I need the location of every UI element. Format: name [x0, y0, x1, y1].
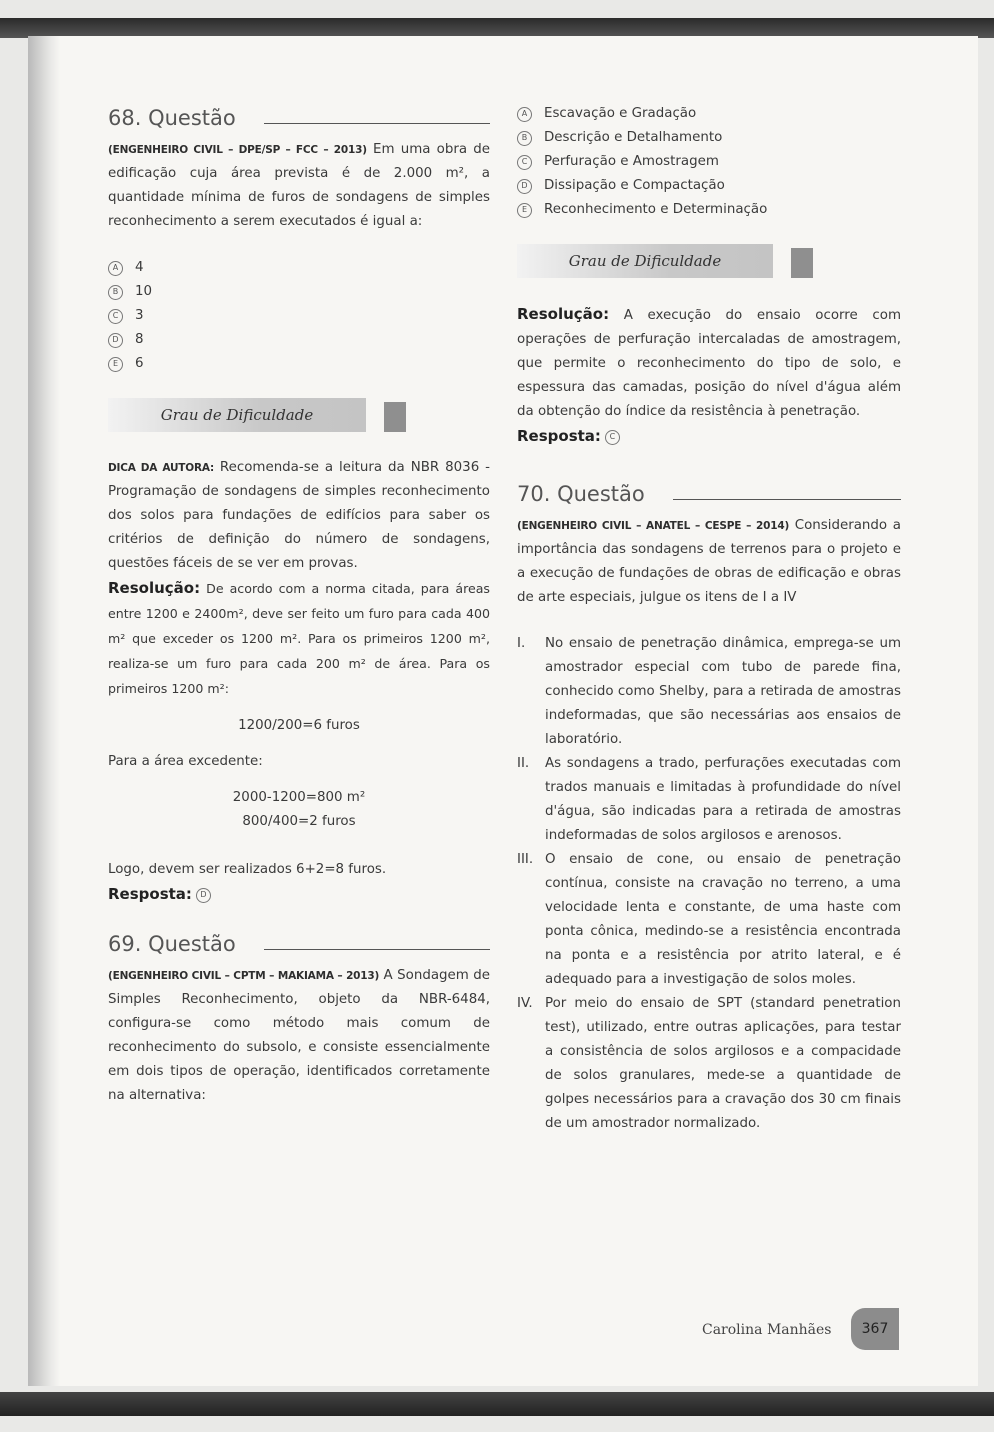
conclusion: Logo, devem ser realizados 6+2=8 furos.: [108, 862, 387, 877]
item-text: Por meio do ensaio de SPT (standard penetration test), utilizado, entre outras aplicações, para testar a consistência de solos argilosos e a compacidade de solos granulares, mede-se a quantidade de golpes necessários para a cravação dos 30 cm finais de um amostrador normalizado.: [545, 996, 901, 1131]
q69-option-d: [517, 174, 901, 198]
q70-stem: Considerando a importância das sondagens de terrenos para o projeto e a execução de fundações de obras de edificação e obras de arte especiais, julgue os itens de I a IV: [517, 518, 901, 605]
answer-d-icon: D: [196, 888, 211, 903]
answer-label: Resposta:: [517, 427, 601, 445]
q68-option-a: [108, 256, 490, 280]
q70-rule: [673, 499, 901, 500]
q69-option-a: [517, 102, 901, 126]
q70-number: 70. Questão: [517, 482, 645, 506]
scan-bottom-edge: [0, 1392, 994, 1416]
option-a-icon: A: [517, 107, 532, 122]
q68-number: 68. Questão: [108, 106, 236, 130]
option-e-icon: E: [108, 357, 123, 372]
item-number: III.: [517, 852, 534, 867]
item-number: II.: [517, 756, 530, 771]
q68-stem: Em uma obra de edificação cuja área prevista é de 2.000 m², a quantidade mínima de furos de sondagens de simples reconhecimento a serem executados é igual a:: [108, 142, 490, 229]
q69-number: 69. Questão: [108, 932, 236, 956]
q69-source: (ENGENHEIRO CIVIL – CPTM – MAKIAMA – 2013): [108, 970, 380, 982]
q70-item-4: [517, 992, 901, 1136]
q70-item-2: [517, 752, 901, 848]
option-c-icon: C: [108, 309, 123, 324]
item-text: O ensaio de cone, ou ensaio de penetração contínua, consiste na cravação no terreno, a uma velocidade lenta e constante, de uma haste com ponta cônica, medindo-se a resistência encontrada na ponta e a resistência por atrito lateral, e é adequado para a investigação de solos moles.: [545, 852, 901, 987]
difficulty-bar: Grau de Dificuldade: [108, 398, 366, 432]
scan-top-edge: [0, 18, 994, 38]
q68-difficulty: [108, 398, 490, 432]
q70-items: [517, 632, 901, 1136]
page-number: 367: [851, 1308, 899, 1350]
q68-option-e: [108, 352, 490, 376]
q69-rule: [264, 949, 490, 950]
resolution-text: A execução do ensaio ocorre com operações de perfuração intercaladas de amostragem, que permite o reconhecimento do tipo de solo, e espessura das camadas, posição do nível d'água além da obtenção do índice da resistência à penetração.: [517, 308, 901, 419]
resolution-label: Resolução:: [517, 305, 610, 323]
option-d-icon: D: [517, 179, 532, 194]
difficulty-marker: [384, 402, 406, 432]
calc-2: 2000-1200=800 m²: [232, 790, 366, 805]
q68-option-e-text: 6: [135, 356, 144, 371]
book-spine-shadow: [28, 36, 60, 1386]
item-text: No ensaio de penetração dinâmica, emprega-se um amostrador especial com tubo de parede fina, conhecido como Shelby, para a retirada de amostras indeformadas, que são necessárias aos ensaios de laboratório.: [545, 636, 901, 747]
q69-option-b-text: Descrição e Detalhamento: [544, 130, 723, 145]
q68-header: [108, 96, 490, 130]
resolution-text: De acordo com a norma citada, para áreas entre 1200 e 2400m², deve ser feito um furo para cada 400 m² que exceder os 1200 m². Para os primeiros 1200 m², realiza-se um furo para cada 200 m² de área. Para os primeiros 1200 m²:: [108, 581, 490, 696]
option-b-icon: B: [108, 285, 123, 300]
q68-option-a-text: 4: [135, 260, 144, 275]
q69-answer: [517, 424, 901, 450]
option-c-icon: C: [517, 155, 532, 170]
tip-label: DICA DA AUTORA:: [108, 462, 214, 474]
excess-label: Para a área excedente:: [108, 754, 263, 769]
q70-header: [517, 472, 901, 506]
q68-option-c: [108, 304, 490, 328]
q70-item-1: [517, 632, 901, 752]
option-d-icon: D: [108, 333, 123, 348]
q68-tip: [108, 456, 490, 576]
q68-option-c-text: 3: [135, 308, 144, 323]
footer-author: Carolina Manhães: [702, 1322, 832, 1338]
answer-c-icon: C: [605, 430, 620, 445]
q68-statement: [108, 138, 490, 234]
item-number: I.: [517, 636, 526, 651]
difficulty-bar: Grau de Dificuldade: [517, 244, 773, 278]
q69-option-e: [517, 198, 901, 222]
calc-1: 1200/200=6 furos: [238, 718, 360, 733]
q69-options: [517, 102, 901, 222]
q69-option-d-text: Dissipação e Compactação: [544, 178, 725, 193]
q69-option-b: [517, 126, 901, 150]
q69-statement: [108, 964, 490, 1108]
answer-label: Resposta:: [108, 885, 192, 903]
q69-option-e-text: Reconhecimento e Determinação: [544, 202, 768, 217]
q68-option-b-text: 10: [135, 284, 153, 299]
q68-option-d-text: 8: [135, 332, 144, 347]
q70-statement: [517, 514, 901, 610]
q69-difficulty: [517, 244, 901, 278]
q69-option-c: [517, 150, 901, 174]
option-a-icon: A: [108, 261, 123, 276]
q68-options: [108, 256, 490, 376]
difficulty-marker: [791, 248, 813, 278]
q68-resolution: [108, 576, 490, 702]
q68-rule: [264, 123, 490, 124]
q69-stem: A Sondagem de Simples Reconhecimento, objeto da NBR-6484, configura-se como método mais comum de reconhecimento do subsolo, e consiste essencialmente em dois tipos de operação, identificados corretamente na alternativa:: [108, 968, 490, 1103]
left-column: [108, 96, 490, 1108]
resolution-label: Resolução:: [108, 579, 201, 597]
q70-item-3: [517, 848, 901, 992]
q69-header: [108, 922, 490, 956]
option-b-icon: B: [517, 131, 532, 146]
calc-3: 800/400=2 furos: [242, 814, 356, 829]
q68-source: (ENGENHEIRO CIVIL – DPE/SP – FCC – 2013): [108, 144, 367, 156]
item-text: As sondagens a trado, perfurações executadas com trados manuais e limitadas à profundidade do nível d'água, são indicadas para a retirada de amostras indeformadas de solos argilosos e arenosos.: [545, 756, 901, 843]
q68-answer: [108, 882, 490, 908]
item-number: IV.: [517, 996, 533, 1011]
q68-option-b: [108, 280, 490, 304]
q69-option-a-text: Escavação e Gradação: [544, 106, 697, 121]
option-e-icon: E: [517, 203, 532, 218]
q69-resolution: [517, 302, 901, 424]
q70-source: (ENGENHEIRO CIVIL – ANATEL – CESPE – 2014): [517, 520, 790, 532]
tip-text: Recomenda-se a leitura da NBR 8036 - Programação de sondagens de simples reconhecimento dos solos para fundações de edifícios para saber os critérios de definição do número de sondagens, questões fáceis de se ver em provas.: [108, 460, 490, 571]
q69-option-c-text: Perfuração e Amostragem: [544, 154, 719, 169]
q68-option-d: [108, 328, 490, 352]
right-column: [517, 102, 901, 1136]
